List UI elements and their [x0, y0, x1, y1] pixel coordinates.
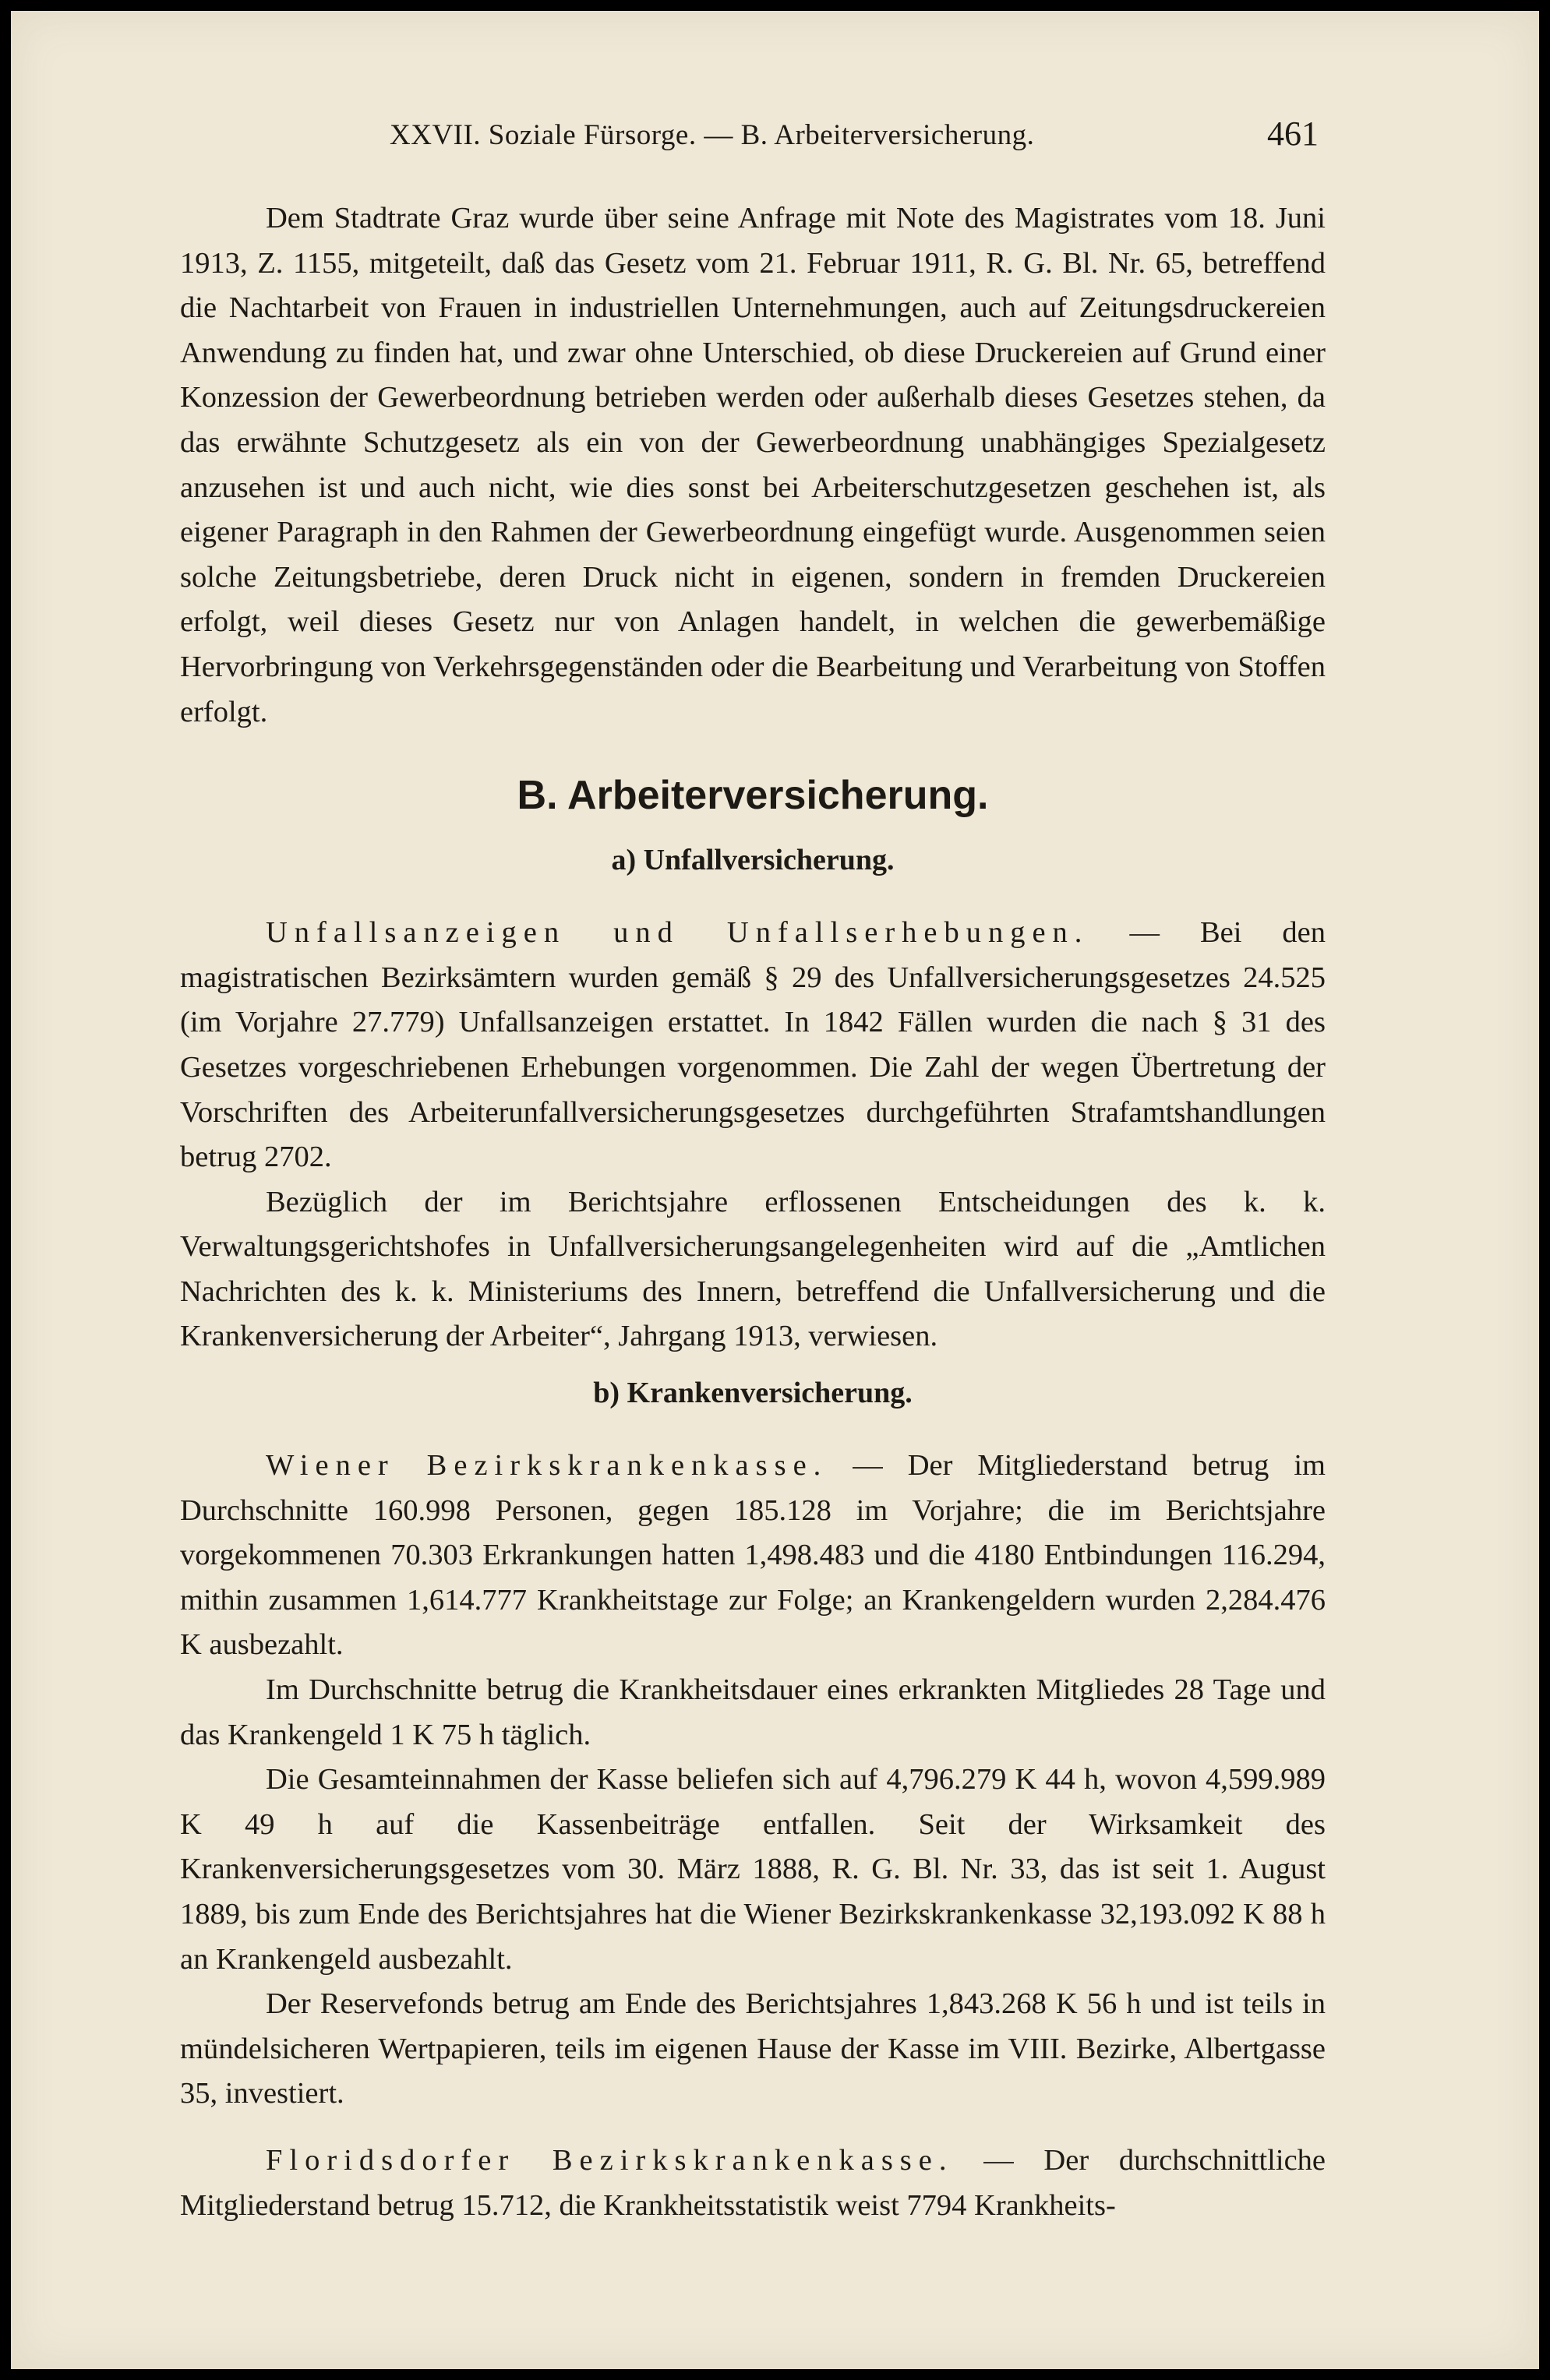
subsection-heading-krankenversicherung: b) Krankenversicherung. — [593, 1377, 913, 1410]
paragraph-floridsdorfer-kasse — [180, 2138, 1326, 2228]
paragraph-text: — Der Mitgliederstand betrug im Durchschnitte 160.998 Personen, gegen 185.128 im Vorjahre; die im Berichtsjahre vorgekommenen 70.303 Erkrankungen hatten 1,498.483 und die 4180 Entbindungen 116.294, mithin zusammen 1,614.777 Krankheitstage zur Folge; an Krankengeldern wurden 2,284.476 K ausbezahlt. — [180, 1449, 1326, 1662]
section-heading-arbeiterversicherung: B. Arbeiterversicherung. — [517, 773, 989, 819]
paragraph-krankheitsdauer: Im Durchschnitte betrug die Krankheitsdauer eines erkrankten Mitgliedes 28 Tage und das Krankengeld 1 K 75 h täglich. — [180, 1673, 1326, 1751]
running-title: XXVII. Soziale Fürsorge. — B. Arbeiterversicherung. — [390, 119, 1035, 151]
document-page — [11, 11, 1539, 2369]
paragraph-unfallsanzeigen — [180, 911, 1326, 1180]
spaced-lead-floridsdorfer-kasse: Floridsdorfer Bezirkskrankenkasse. — [266, 2143, 954, 2177]
paragraph-wiener-kasse — [180, 1444, 1326, 1668]
paragraph-entscheidungen: Bezüglich der im Berichtsjahre erflossenen Entscheidungen des k. k. Verwaltungsgerichtshofes in Unfallversicherungsangelegenheiten wird auf die „Amtlichen Nachrichten des k. k. Ministeriums des Innern, betreffend die Unfallversicherung und die Krankenversicherung der Arbeiter“, Jahrgang 1913, verwiesen. — [180, 1185, 1326, 1353]
spaced-lead-wiener-kasse: Wiener Bezirkskrankenkasse. — [266, 1449, 828, 1483]
paragraph-graz-note: Dem Stadtrate Graz wurde über seine Anfrage mit Note des Magistrates vom 18. Juni 1913, Z. 1155, mitgeteilt, daß das Gesetz vom 21. Februar 1911, R. G. Bl. Nr. 65, betreffend die Nachtarbeit von Frauen in industriellen Unternehmungen, auch auf Zeitungsdruckereien Anwendung zu finden hat, und zwar ohne Unterschied, ob diese Druckereien auf Grund einer Konzession der Gewerbeordnung betrieben werden oder außerhalb dieses Gesetzes stehen, da das erwähnte Schutzgesetz als ein von der Gewerbeordnung unabhängiges Spezialgesetz anzusehen ist und auch nicht, wie dies sonst bei Arbeiterschutzgesetzen geschehen ist, als eigener Paragraph in den Rahmen der Gewerbeordnung eingefügt wurde. Ausgenommen seien solche Zeitungsbetriebe, deren Druck nicht in eigenen, sondern in fremden Druckereien erfolgt, weil dieses Gesetz nur von Anlagen handelt, in welchen die gewerbemäßige Hervorbringung von Verkehrsgegenständen oder die Bearbeitung und Verarbeitung von Stoffen erfolgt. — [180, 202, 1326, 728]
paragraph-gap — [180, 2117, 1326, 2138]
spaced-lead-unfallsanzeigen: Unfallsanzeigen und Unfallserhebungen. — [266, 916, 1089, 950]
page-number: 461 — [1267, 115, 1319, 153]
page-header — [11, 112, 1539, 159]
paragraph-gesamteinnahmen: Die Gesamteinnahmen der Kasse beliefen sich auf 4,796.279 K 44 h, wovon 4,599.989 K 49 h auf die Kassenbeiträge entfallen. Seit der Wirksamkeit des Krankenversicherungsgesetzes vom 30. März 1888, R. G. Bl. Nr. 33, das ist seit 1. August 1889, bis zum Ende des Berichtsjahres hat die Wiener Bezirkskrankenkasse 32,193.092 K 88 h an Krankengeld ausbezahlt. — [180, 1763, 1326, 1976]
paragraph-text: — Bei den magistratischen Bezirksämtern wurden gemäß § 29 des Unfallversicherungsgesetzes 24.525 (im Vorjahre 27.779) Unfallsanzeigen erstattet. In 1842 Fällen wurden die nach § 31 des Gesetzes vorgeschriebenen Erhebungen vorgenommen. Die Zahl der wegen Übertretung der Vorschriften des Arbeiterunfallversicherungsgesetzes durchgeführten Strafamtshandlungen betrug 2702. — [180, 916, 1326, 1174]
subsection-heading-unfallversicherung: a) Unfallversicherung. — [611, 844, 895, 877]
paragraph-reservefonds: Der Reservefonds betrug am Ende des Berichtsjahres 1,843.268 K 56 h und ist teils in mündelsicheren Wertpapieren, teils im eigenen Hause der Kasse im VIII. Bezirke, Albertgasse 35, investiert. — [180, 1987, 1326, 2110]
paragraph-text: — Der durchschnittliche Mitgliederstand betrug 15.712, die Krankheitsstatistik weist 7794 Krankheits- — [180, 2143, 1326, 2222]
page-body — [180, 196, 1326, 2228]
